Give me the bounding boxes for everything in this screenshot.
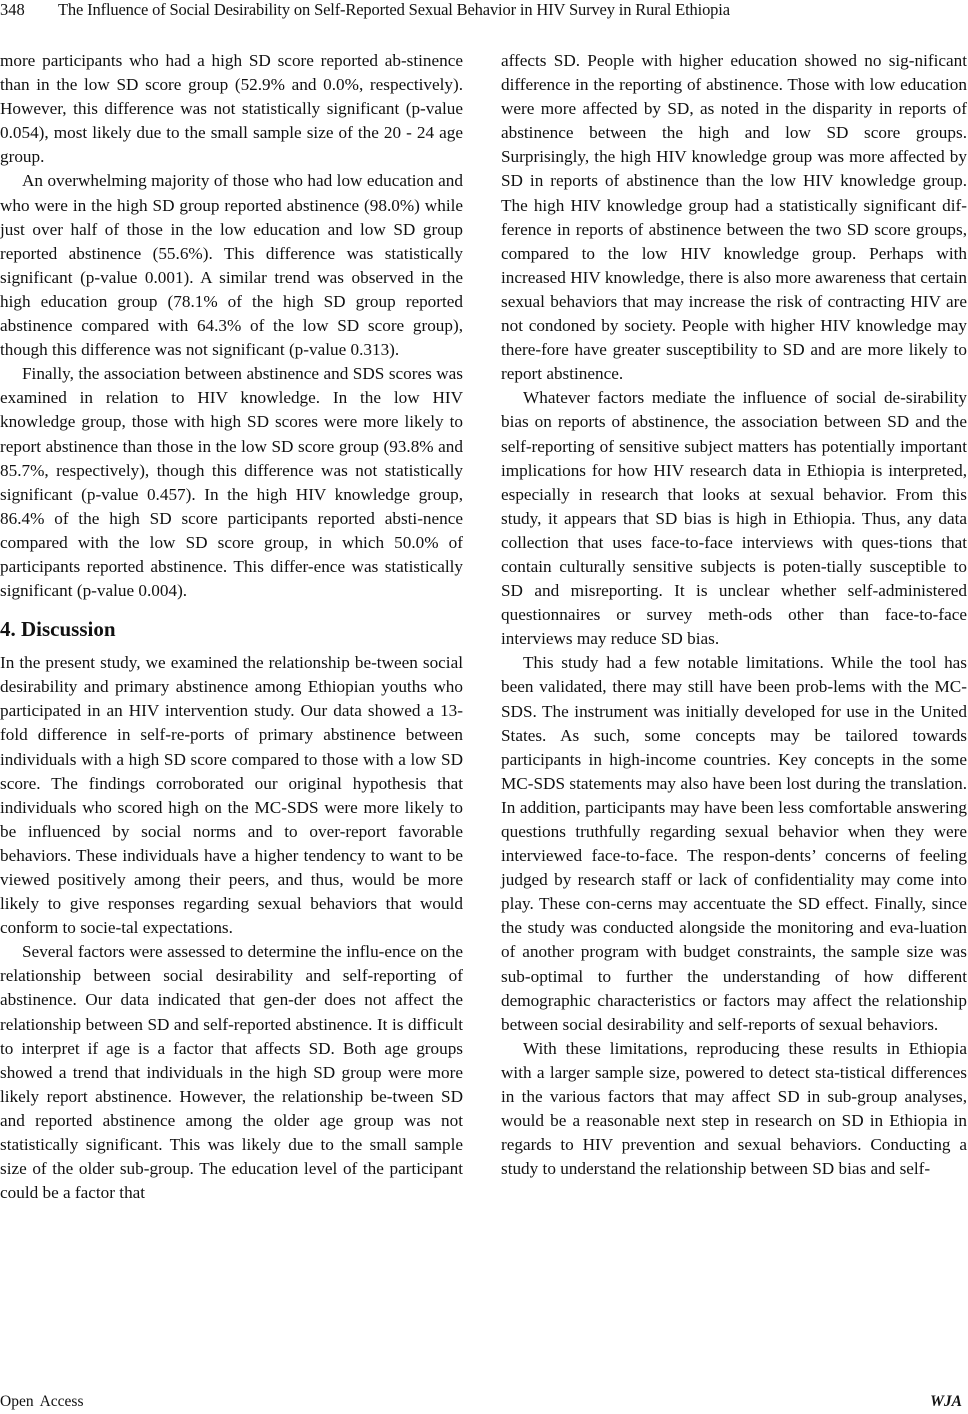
right-column	[501, 49, 967, 1181]
results-paragraph-education: An overwhelming majority of those who had low education and who were in the high SD group reported abstinence (98.0%) while just over half of those in the low education and low SD group reported abstinence (55.6%). This difference was statistically significant (p-value 0.001). A similar trend was observed in the high education group (78.1% of the high SD group reported abstinence compared with 64.3% of the low SD score group), though this difference was not significant (p-value 0.313).	[0, 171, 463, 360]
discussion-paragraph-implications: Whatever factors mediate the influence of social de-sirability bias on reports of abstinence, the association between SD and the self-reporting of sensitive subject matters has potentially important implications for how HIV research data in Ethiopia is interpreted, especially in research that looks at sexual behavior. From this study, it appears that SD bias is high in Ethiopia. Thus, any data collection that uses face-to-face interviews with ques-tions that contain culturally sensitive subjects is poten-tially susceptible to SD and misreporting. It is unclear whether self-administered questionnaires or survey meth-ods other than face-to-face interviews may reduce SD bias.	[501, 388, 967, 649]
discussion-paragraph-next-steps: With these limitations, reproducing these results in Ethiopia with a larger sample size, powered to detect sta-tistical differences in the various factors that may affect SD in sub-group analyses, would be a reasonable next step in research on SD in Ethiopia in regards to HIV prevention and sexual behaviors. Conducting a study to understand the relationship between SD bias and self-	[501, 1038, 967, 1179]
page-number: 348	[0, 0, 25, 19]
discussion-paragraph-limitations: This study had a few notable limitations. While the tool has been validated, there may still have been prob-lems with the MC-SDS. The instrument was initially developed for use in the United States. As such, some concepts may be tailored towards participants in high-income countries. Key concepts in the some MC-SDS statements may also have been lost during the translation. In addition, participants may have been less comfortable answering questions truthfully regarding sexual behavior when they were interviewed face-to-face. The respon-dents’ concerns of feeling judged by research staff or lack of confidentiality may come into play. These con-cerns may accentuate the SD effect. Finally, since the study was conducted alongside the monitoring and eva-luation of another program with budget constraints, the sample size was sub-optimal to further the understanding of how different demographic characteristics or factors may affect the relationship between social desirability and self-reports of sexual behaviors.	[501, 653, 967, 1034]
discussion-paragraph-factors: Several factors were assessed to determine the influ-ence on the relationship between social desirability and self-reporting of abstinence. Our data indicated that gen-der does not affect the relationship between SD and self-reported abstinence. It is difficult to interpret if age is a factor that affects SD. Both age groups showed a trend that individuals in the high SD group were more likely report abstinence. However, the relationship be-tween SD and reported abstinence among the older age group was not statistically significant. This was likely due to the small sample size of the older sub-group. The education level of the participant could be a factor that	[0, 942, 463, 1203]
journal-abbreviation: WJA	[930, 1393, 962, 1410]
results-paragraph-age-continued: more participants who had a high SD score reported ab-stinence than in the low SD score group (52.9% and 0.0%, respectively). However, this difference was not statistically significant (p-value 0.054), most likely due to the small sample size of the 20 - 24 age group.	[0, 51, 463, 167]
open-access-label: Open Access	[0, 1393, 84, 1410]
results-paragraph-hiv-knowledge: Finally, the association between abstinence and SDS scores was examined in relation to HIV knowledge. In the low HIV knowledge group, those with high SD scores were more likely to report abstinence than those in the low SD score group (93.8% and 85.7%, respectively), though this difference was not statistically significant (p-value 0.457). In the high HIV knowledge group, 86.4% of the high SD score participants reported absti-nence compared with the low SD score group, in which 50.0% of participants reported abstinence. This differ-ence was statistically significant (p-value 0.004).	[0, 364, 463, 601]
discussion-paragraph-intro: In the present study, we examined the relationship be-tween social desirability and primary abstinence among Ethiopian youths who participated in an HIV intervention study. Our data showed a 13-fold difference in self-re-ports of primary abstinence between individuals with a high SD score compared to those with a low SD score. The findings corroborated our original hypothesis that individuals who scored high on the MC-SDS were more likely to be influenced by social norms and to over-report favorable behaviors. These individuals have a higher tendency to want to be viewed positively among their peers, and thus, would be more likely to give responses regarding sexual behaviors that would conform to socie-tal expectations.	[0, 653, 463, 938]
page-footer	[0, 1392, 968, 1414]
discussion-paragraph-education-knowledge: affects SD. People with higher education showed no sig-nificant difference in the reporting of abstinence. Those with low education were more affected by SD, as noted in the disparity in reports of abstinence between the high and low SD score groups. Surprisingly, the high HIV knowledge group was more affected by SD in reports of abstinence than the low HIV knowledge group. The high HIV knowledge group had a statistically significant dif-ference in reports of abstinence between the two SD score groups, compared to the low HIV knowledge group. Perhaps with increased HIV knowledge, there is also more awareness that certain sexual behaviors that may increase the risk of contracting HIV are not condoned by society. People with higher HIV knowledge may there-fore have greater susceptibility to SD and are more likely to report abstinence.	[501, 51, 967, 384]
page-header	[0, 0, 968, 22]
left-column	[0, 49, 463, 1205]
running-title: The Influence of Social Desirability on Self-Reported Sexual Behavior in HIV Survey in Rural Ethiopia	[58, 0, 730, 19]
section-heading-discussion: 4. Discussion	[0, 617, 116, 642]
